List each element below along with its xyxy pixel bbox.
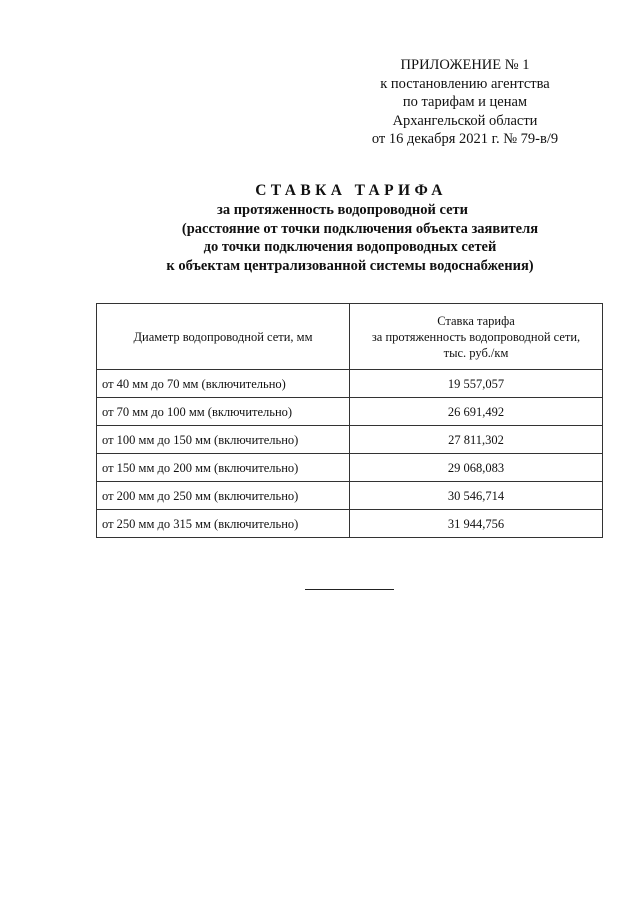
header-diameter: Диаметр водопроводной сети, мм xyxy=(97,304,350,370)
document-subtitle-line: (расстояние от точки подключения объекта заявителя xyxy=(181,220,539,237)
header-rate-line: Ставка тарифа xyxy=(437,313,515,328)
cell-diameter: от 250 мм до 315 мм (включительно) xyxy=(97,510,350,538)
table-row xyxy=(97,454,603,482)
cell-rate: 26 691,492 xyxy=(350,398,603,426)
cell-rate: 29 068,083 xyxy=(350,454,603,482)
table-row xyxy=(97,398,603,426)
document-subtitle-line: за протяженность водопроводной сети xyxy=(217,202,468,218)
cell-rate: 19 557,057 xyxy=(350,370,603,398)
table-header-row xyxy=(97,304,603,370)
appendix-line: Архангельской области xyxy=(392,112,538,129)
appendix-line: по тарифам и ценам xyxy=(402,94,528,110)
table-row xyxy=(97,426,603,454)
cell-rate: 27 811,302 xyxy=(350,426,603,454)
appendix-line: к постановлению агентства xyxy=(380,75,550,92)
appendix-block xyxy=(330,56,600,149)
table-row xyxy=(97,482,603,510)
appendix-title: ПРИЛОЖЕНИЕ № 1 xyxy=(400,57,530,73)
cell-diameter: от 100 мм до 150 мм (включительно) xyxy=(97,426,350,454)
table-row xyxy=(97,370,603,398)
table-row xyxy=(97,510,603,538)
document-title-block xyxy=(0,181,640,275)
cell-rate: 31 944,756 xyxy=(350,510,603,538)
document-subtitle-line: к объектам централизованной системы водоснабжения) xyxy=(166,257,534,274)
cell-diameter: от 70 мм до 100 мм (включительно) xyxy=(97,398,350,426)
closing-divider xyxy=(305,589,394,590)
header-rate-line: тыс. руб./км xyxy=(443,345,509,360)
cell-diameter: от 150 мм до 200 мм (включительно) xyxy=(97,454,350,482)
cell-rate: 30 546,714 xyxy=(350,482,603,510)
cell-diameter: от 200 мм до 250 мм (включительно) xyxy=(97,482,350,510)
header-rate-line: за протяженность водопроводной сети, xyxy=(371,329,581,344)
tariff-rate-table xyxy=(96,303,603,538)
document-title: СТАВКА ТАРИФА xyxy=(255,182,447,199)
appendix-date-line: от 16 декабря 2021 г. № 79-в/9 xyxy=(371,131,559,147)
document-subtitle-line: до точки подключения водопроводных сетей xyxy=(203,239,497,255)
cell-diameter: от 40 мм до 70 мм (включительно) xyxy=(97,370,350,398)
header-rate xyxy=(350,304,603,370)
